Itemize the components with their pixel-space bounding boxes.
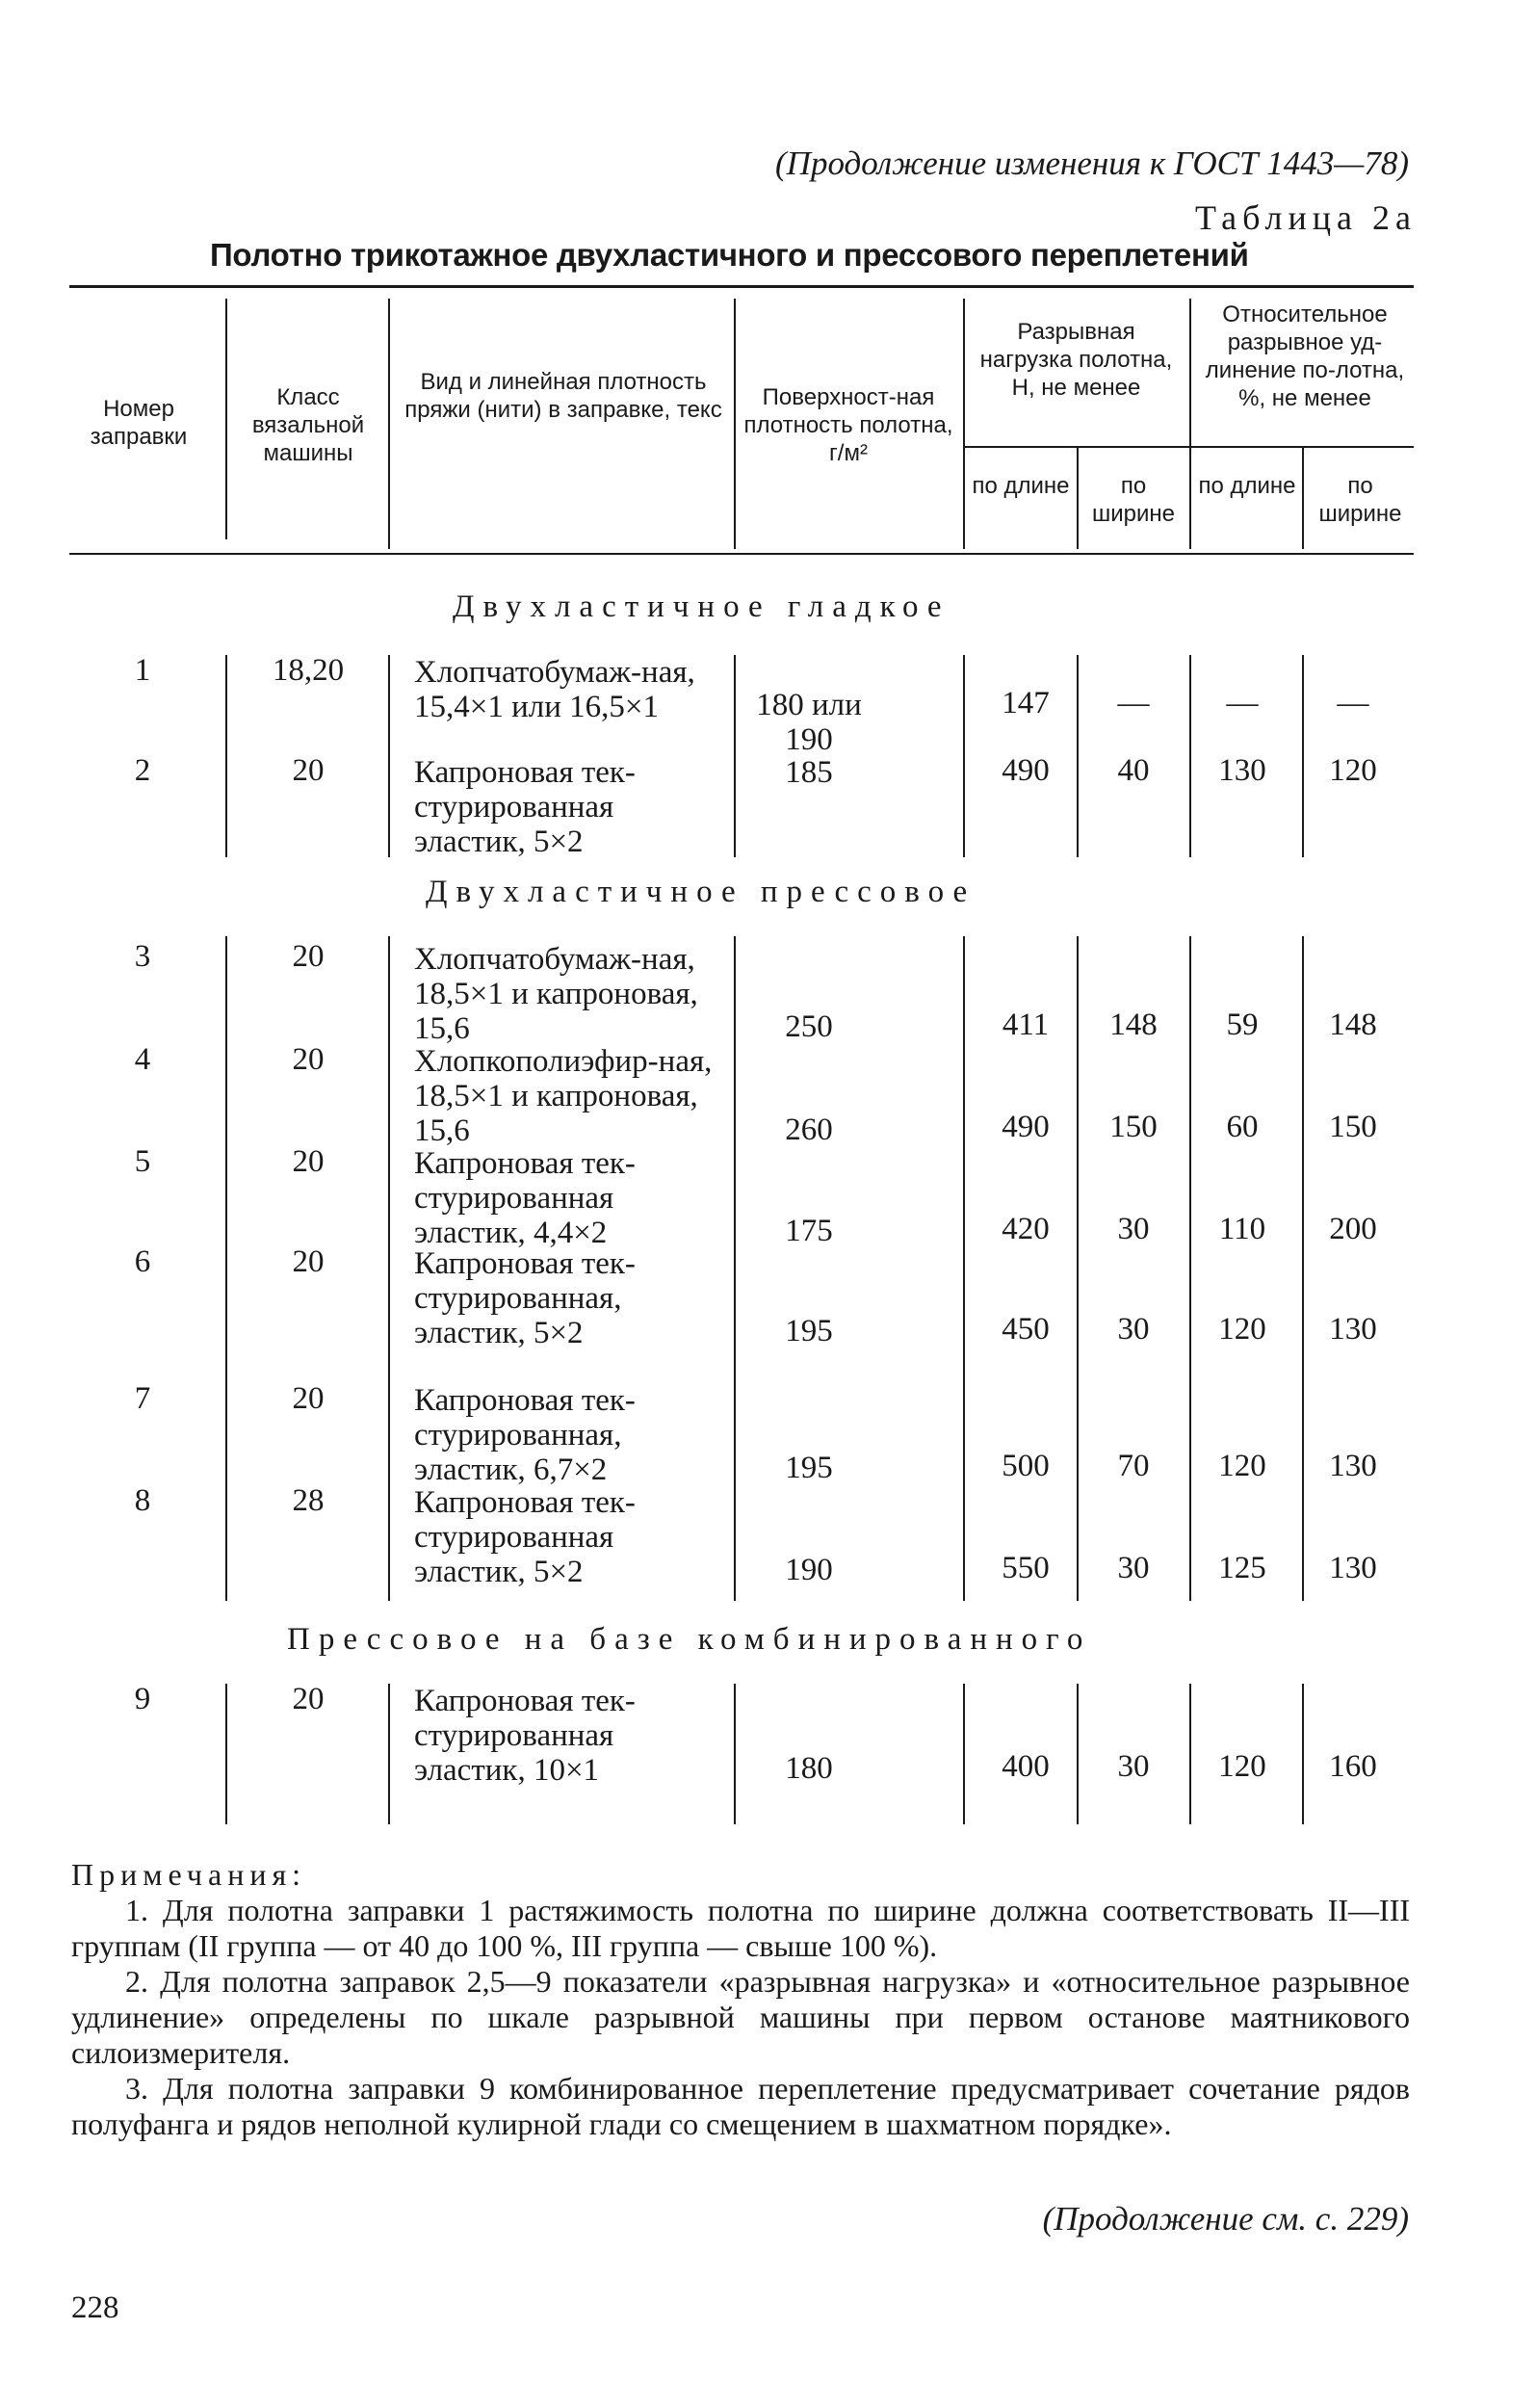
row-6-elong-width: 130 (1329, 1312, 1377, 1347)
body-divider (388, 936, 390, 1601)
row-7-class: 20 (292, 1381, 325, 1416)
row-3-class: 20 (292, 939, 325, 974)
row-9-load-length: 400 (1002, 1749, 1050, 1784)
row-6-class: 20 (292, 1244, 325, 1279)
row-9-elong-length: 120 (1218, 1749, 1266, 1784)
row-1-load-length: 147 (1002, 686, 1050, 720)
row-1-num: 1 (134, 653, 151, 688)
header-divider (734, 299, 736, 549)
row-8-yarn: Капроновая тек-стурированная эластик, 5×2 (414, 1485, 636, 1589)
row-1-elong-width: — (1337, 686, 1369, 720)
note-item-2: 2. Для полотна заправок 2,5—9 показатели «разрывная нагрузка» и «относительное разрывное удлинение» определены по шкале разрывной машины при первом останове маятникового силоизмерителя. (71, 1964, 1410, 2070)
header-bottom-rule (69, 553, 1414, 555)
row-5-elong-width: 200 (1329, 1212, 1377, 1246)
row-2-yarn: Капроновая тек-стурированная эластик, 5×2 (414, 755, 636, 859)
header-divider (1302, 448, 1304, 549)
row-1-elong-length: — (1226, 686, 1259, 720)
header-divider (225, 299, 227, 539)
row-6-yarn: Капроновая тек-стурированная, эластик, 5×2 (414, 1246, 636, 1350)
notes-block (71, 1857, 1410, 2142)
row-7-load-length: 500 (1002, 1449, 1050, 1483)
row-3-load-width: 148 (1109, 1008, 1158, 1042)
row-7-load-width: 70 (1117, 1449, 1150, 1483)
body-divider (1189, 655, 1191, 857)
header-divider (1189, 299, 1191, 549)
body-divider (1077, 936, 1079, 1601)
row-8-elong-width: 130 (1329, 1551, 1377, 1585)
row-1-load-width: — (1117, 686, 1150, 720)
body-divider (963, 1684, 965, 1824)
row-9-elong-width: 160 (1329, 1749, 1377, 1784)
row-4-elong-length: 60 (1226, 1110, 1259, 1144)
row-5-density: 175 (785, 1214, 833, 1248)
row-8-class: 28 (292, 1483, 325, 1518)
row-2-class: 20 (292, 753, 325, 788)
row-3-yarn: Хлопчатобумаж-ная, 18,5×1 и капроновая, 15,6 (414, 942, 698, 1046)
header-divider (388, 299, 390, 549)
body-divider (963, 655, 965, 857)
row-1-yarn: Хлопчатобумаж-ная, 15,4×1 или 16,5×1 (414, 655, 695, 724)
body-divider (388, 1684, 390, 1824)
row-3-elong-width: 148 (1329, 1008, 1377, 1042)
row-3-load-length: 411 (1002, 1008, 1050, 1042)
header-load-width: по ширине (1091, 473, 1175, 527)
row-3-num: 3 (134, 939, 151, 974)
row-2-density: 185 (785, 755, 833, 790)
row-4-elong-width: 150 (1329, 1110, 1377, 1144)
row-6-load-length: 450 (1002, 1312, 1050, 1347)
page-number: 228 (71, 2290, 119, 2325)
body-divider (225, 1684, 227, 1824)
header-sub-rule (963, 446, 1414, 448)
row-8-elong-length: 125 (1218, 1551, 1266, 1585)
body-divider (1302, 1684, 1304, 1824)
body-divider (1302, 936, 1304, 1601)
row-3-density: 250 (785, 1009, 833, 1044)
row-4-load-width: 150 (1109, 1110, 1158, 1144)
row-4-load-length: 490 (1002, 1110, 1050, 1144)
header-elong-width: по ширине (1318, 473, 1402, 527)
row-8-load-length: 550 (1002, 1551, 1050, 1585)
row-9-load-width: 30 (1117, 1749, 1150, 1784)
header-load-length: по длине (972, 473, 1070, 499)
row-9-density: 180 (785, 1751, 833, 1786)
row-9-class: 20 (292, 1682, 325, 1716)
header-class: Класс вязальной машины (251, 384, 365, 466)
row-8-load-width: 30 (1117, 1551, 1150, 1585)
body-divider (1189, 1684, 1191, 1824)
row-8-num: 8 (134, 1483, 151, 1518)
section-title: Двухластичное прессовое (426, 875, 976, 909)
row-2-elong-length: 130 (1218, 753, 1266, 788)
header-num: Номер заправки (90, 396, 188, 450)
table-title: Полотно трикотажное двухластичного и прессового переплетений (210, 237, 1249, 273)
row-1-class: 18,20 (272, 653, 345, 688)
body-divider (388, 655, 390, 857)
continuation-header: (Продолжение изменения к ГОСТ 1443—78) (775, 144, 1409, 182)
header-divider (963, 299, 965, 549)
header-divider (1077, 448, 1079, 549)
row-4-class: 20 (292, 1042, 325, 1077)
notes-title: Примечания: (71, 1857, 307, 1892)
row-9-yarn: Капроновая тек-стурированная эластик, 10×1 (414, 1684, 636, 1788)
body-divider (963, 936, 965, 1601)
row-7-elong-length: 120 (1218, 1449, 1266, 1483)
row-2-num: 2 (134, 753, 151, 788)
header-load: Разрывная нагрузка полотна, Н, не менее (979, 319, 1173, 401)
note-item-1: 1. Для полотна заправки 1 растяжимость полотна по ширине должна соответствовать II—III группам (II группа — от 40 до 100 %, III группа — свыше 100 %). (71, 1893, 1410, 1963)
table-top-rule (69, 285, 1414, 288)
row-5-yarn: Капроновая тек-стурированная эластик, 4,4×2 (414, 1146, 636, 1250)
table-number: Таблица 2а (1195, 198, 1417, 237)
row-5-elong-length: 110 (1218, 1212, 1266, 1246)
note-item-3: 3. Для полотна заправки 9 комбинированное переплетение предусматривает сочетание рядов полуфанга и рядов неполной кулирной глади со смещением в шахматном порядке». (71, 2071, 1410, 2141)
row-3-elong-length: 59 (1226, 1008, 1259, 1042)
body-divider (1077, 1684, 1079, 1824)
row-7-yarn: Капроновая тек-стурированная, эластик, 6,7×2 (414, 1383, 636, 1487)
row-7-num: 7 (134, 1381, 151, 1416)
row-8-density: 190 (785, 1553, 833, 1587)
row-2-elong-width: 120 (1329, 753, 1377, 788)
row-9-num: 9 (134, 1682, 151, 1716)
header-yarn: Вид и линейная плотность пряжи (нити) в заправке, текс (404, 369, 722, 423)
row-6-load-width: 30 (1117, 1312, 1150, 1347)
row-1-density: 180 или 190 (756, 688, 862, 757)
row-2-load-width: 40 (1117, 753, 1150, 788)
body-divider (1302, 655, 1304, 857)
row-4-density: 260 (785, 1112, 833, 1147)
body-divider (1077, 655, 1079, 857)
row-7-elong-width: 130 (1329, 1449, 1377, 1483)
header-density: Поверхност-ная плотность полотна, г/м² (743, 384, 953, 466)
row-6-num: 6 (134, 1244, 151, 1279)
section-title: Двухластичное гладкое (453, 589, 950, 624)
row-6-elong-length: 120 (1218, 1312, 1266, 1347)
body-divider (1189, 936, 1191, 1601)
continuation-footer: (Продолжение см. с. 229) (1042, 2200, 1409, 2238)
row-5-num: 5 (134, 1144, 151, 1179)
row-4-num: 4 (134, 1042, 151, 1077)
row-5-load-width: 30 (1117, 1212, 1150, 1246)
body-divider (225, 655, 227, 857)
row-6-density: 195 (785, 1314, 833, 1348)
section-title: Прессовое на базе комбинированного (287, 1622, 1092, 1657)
header-elong: Относительное разрывное уд-линение по-лотна, %, не менее (1205, 301, 1405, 411)
row-2-load-length: 490 (1002, 753, 1050, 788)
row-5-load-length: 420 (1002, 1212, 1050, 1246)
header-elong-length: по длине (1198, 473, 1296, 499)
row-5-class: 20 (292, 1144, 325, 1179)
row-4-yarn: Хлопкополиэфир-ная, 18,5×1 и капроновая, 15,6 (414, 1044, 713, 1148)
body-divider (225, 936, 227, 1601)
row-7-density: 195 (785, 1451, 833, 1485)
